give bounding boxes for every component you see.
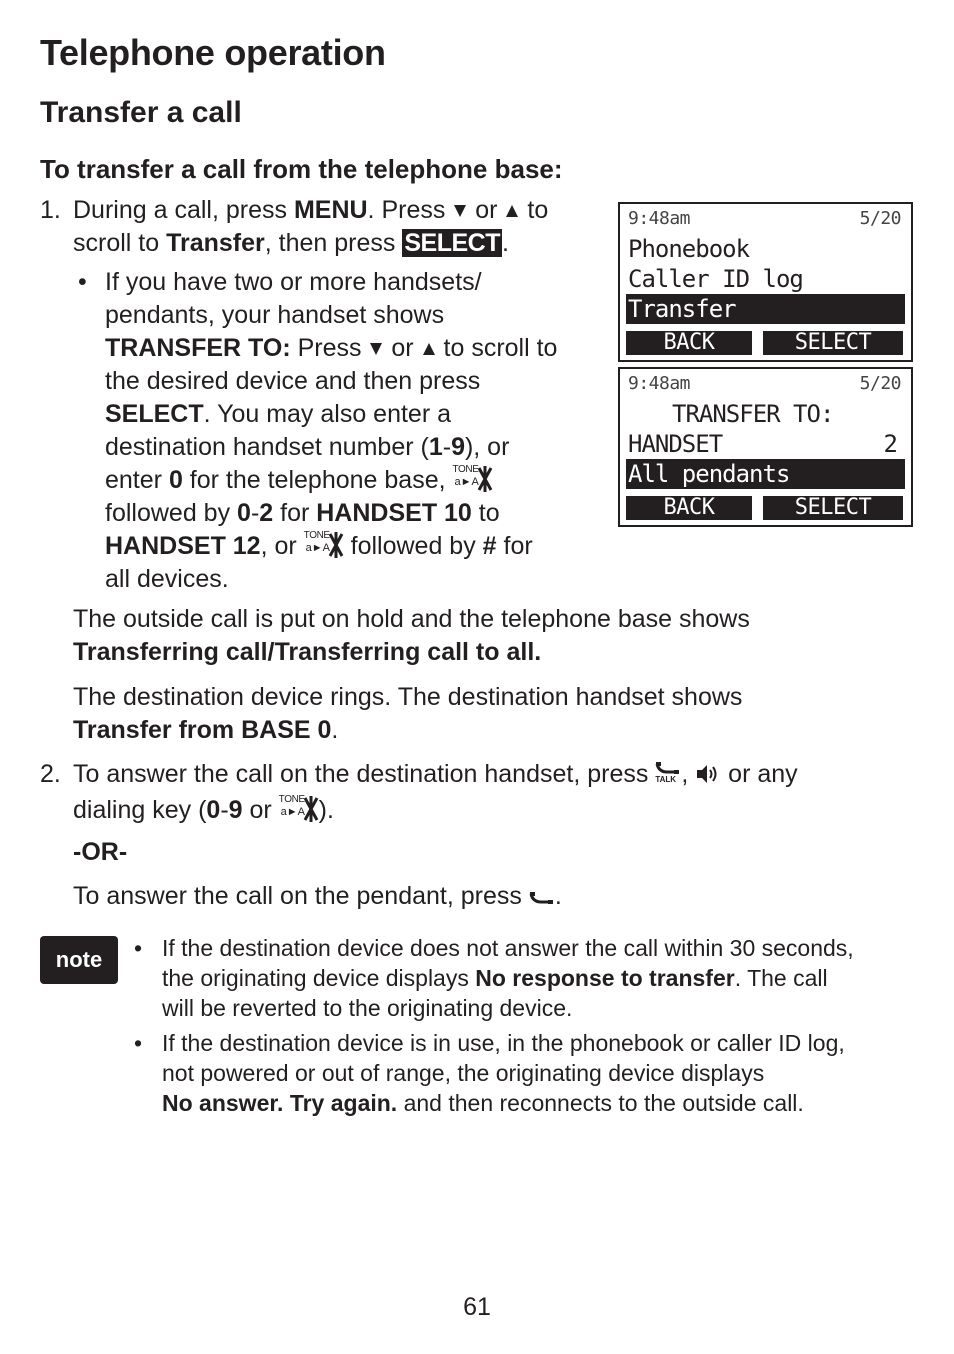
or-separator: -OR- bbox=[73, 838, 128, 866]
down-arrow-icon bbox=[454, 205, 466, 217]
lcd-screen-transfer-to bbox=[618, 367, 913, 527]
note-bullet-dot: • bbox=[134, 935, 143, 961]
note-bullet-1: If the destination device does not answer the call within 30 seconds, the originating device displays No response to transfer. The call will be reverted to the originating device. bbox=[162, 935, 854, 1021]
select-softkey-label: SELECT bbox=[404, 229, 500, 257]
paragraph-rings: The destination device rings. The destination handset shows Transfer from BASE 0. bbox=[73, 683, 743, 744]
lcd-handset-row: HANDSET 2 bbox=[628, 430, 897, 458]
note-bullet-dot: • bbox=[134, 1030, 143, 1056]
step-2-pendant-text: To answer the call on the pendant, press . bbox=[73, 880, 933, 915]
lcd-screen-menu bbox=[618, 202, 913, 362]
step-1-text: During a call, press MENU. Press or to scroll to Transfer, then press SELECT. bbox=[73, 196, 549, 257]
lcd-date: 5/20 bbox=[859, 208, 901, 229]
up-arrow-icon bbox=[506, 205, 518, 217]
paragraph-hold: The outside call is put on hold and the telephone base shows Transferring call/Transferring call to all. bbox=[73, 605, 750, 666]
lcd-select-softkey: SELECT bbox=[763, 331, 903, 355]
talk-key-icon: TALK bbox=[655, 760, 681, 786]
lcd-back-softkey: BACK bbox=[626, 496, 752, 520]
lcd-time: 9:48am bbox=[628, 373, 691, 394]
subheading: To transfer a call from the telephone base: bbox=[40, 154, 563, 184]
lcd-date: 5/20 bbox=[859, 373, 901, 394]
step-1-number: 1. bbox=[40, 196, 61, 224]
up-arrow-icon bbox=[423, 343, 435, 355]
phone-icon bbox=[529, 882, 555, 915]
page-number: 61 bbox=[463, 1293, 491, 1321]
speaker-icon bbox=[695, 761, 721, 794]
bullet-1-text: If you have two or more handsets/ pendants, your handset shows TRANSFER TO: Press or to scroll to the desired device and then press SELECT. You may also enter a destination handset number (1-9), or enter 0 for the telephone base, TONE a►A followed by 0-2 for HANDSET 10 to HANDSET 12, or TONE a►A followed by # for all devices. bbox=[105, 268, 558, 593]
section-heading: Transfer a call bbox=[40, 96, 242, 129]
lcd-time: 9:48am bbox=[628, 208, 691, 229]
step-2-number: 2. bbox=[40, 760, 61, 788]
lcd-title: TRANSFER TO: bbox=[672, 400, 834, 428]
lcd-menu-item-caller-id-log: Caller ID log bbox=[628, 265, 803, 293]
lcd-menu-item-transfer: Transfer bbox=[626, 294, 905, 324]
page-title: Telephone operation bbox=[40, 32, 386, 73]
lcd-menu-item-phonebook: Phonebook bbox=[628, 235, 750, 263]
bullet-dot: • bbox=[78, 268, 87, 296]
tone-star-key-icon: TONE a►A bbox=[453, 465, 493, 493]
lcd-back-softkey: BACK bbox=[626, 331, 752, 355]
note-bullet-2: If the destination device is in use, in the phonebook or caller ID log, not powered or out of range, the originating device displays No answer. Try again. and then reconnects to the outside call. bbox=[162, 1030, 845, 1116]
tone-star-key-icon: TONE a►A bbox=[304, 531, 344, 559]
down-arrow-icon bbox=[370, 343, 382, 355]
lcd-select-softkey: SELECT bbox=[763, 496, 903, 520]
note-badge: note bbox=[40, 936, 118, 984]
tone-star-key-icon: TONE a►A bbox=[279, 795, 319, 823]
step-2-text: To answer the call on the destination handset, press TALK , or any dialing key (0-9 or TONE a►A ). bbox=[73, 760, 798, 824]
lcd-all-pendants-row: All pendants bbox=[626, 459, 905, 489]
